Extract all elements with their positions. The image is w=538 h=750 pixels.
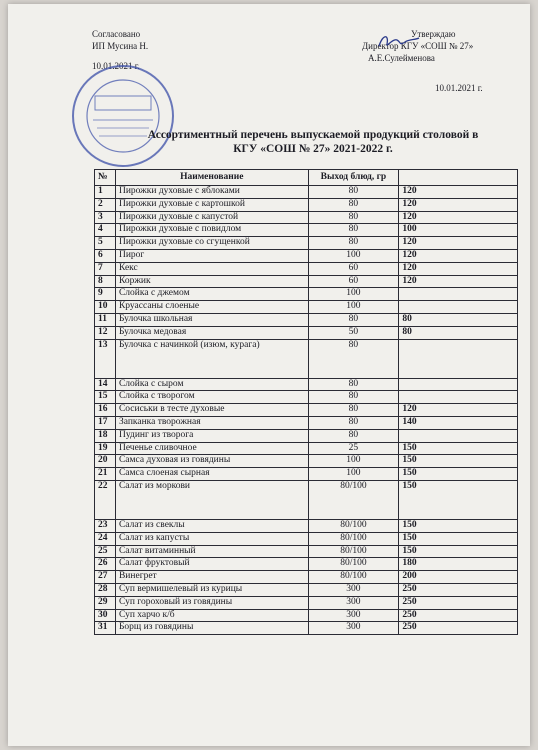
row-number: 17 (95, 416, 116, 429)
document-title (128, 128, 498, 156)
table-row (95, 326, 518, 339)
row-yield: 80/100 (308, 571, 399, 584)
row-yield: 80 (308, 198, 399, 211)
row-yield: 80 (308, 416, 399, 429)
row-name: Пирожки духовые с повидлом (115, 224, 308, 237)
row-price: 120 (399, 275, 518, 288)
row-price: 150 (399, 519, 518, 532)
row-yield: 100 (308, 301, 399, 314)
row-number: 22 (95, 480, 116, 519)
row-yield: 80 (308, 224, 399, 237)
row-price: 120 (399, 249, 518, 262)
row-price: 120 (399, 198, 518, 211)
row-price (399, 391, 518, 404)
approval-left-heading: Согласовано (92, 29, 141, 39)
table-row (95, 224, 518, 237)
row-yield: 80 (308, 391, 399, 404)
table-row (95, 558, 518, 571)
row-number: 28 (95, 583, 116, 596)
row-number: 5 (95, 237, 116, 250)
row-yield: 80 (308, 339, 399, 378)
row-name: Пирожки духовые с капустой (115, 211, 308, 224)
row-name: Салат из капусты (115, 532, 308, 545)
row-price: 120 (399, 404, 518, 417)
row-price: 150 (399, 468, 518, 481)
row-yield: 80/100 (308, 532, 399, 545)
approval-right-heading: Утверждаю (411, 29, 456, 39)
row-number: 23 (95, 519, 116, 532)
row-yield: 100 (308, 288, 399, 301)
row-price (399, 301, 518, 314)
row-price: 250 (399, 583, 518, 596)
row-price (399, 378, 518, 391)
row-number: 11 (95, 313, 116, 326)
row-name: Печенье сливочное (115, 442, 308, 455)
row-number: 20 (95, 455, 116, 468)
row-name: Суп харчо к/б (115, 609, 308, 622)
row-yield: 80/100 (308, 480, 399, 519)
title-line-2: КГУ «СОШ № 27» 2021-2022 г. (233, 143, 393, 155)
row-yield: 80 (308, 378, 399, 391)
row-yield: 300 (308, 622, 399, 635)
row-yield: 50 (308, 326, 399, 339)
row-number: 7 (95, 262, 116, 275)
table-row (95, 339, 518, 378)
table-row (95, 532, 518, 545)
row-name: Борщ из говядины (115, 622, 308, 635)
row-price: 120 (399, 186, 518, 199)
row-number: 13 (95, 339, 116, 378)
row-price: 200 (399, 571, 518, 584)
row-name: Слойка с творогом (115, 391, 308, 404)
row-name: Булочка с начинкой (изюм, курага) (115, 339, 308, 378)
row-price: 120 (399, 211, 518, 224)
table-row (95, 275, 518, 288)
approval-right-date: 10.01.2021 г. (435, 83, 483, 93)
table-row (95, 416, 518, 429)
row-name: Салат фруктовый (115, 558, 308, 571)
row-yield: 300 (308, 583, 399, 596)
row-number: 4 (95, 224, 116, 237)
table-row (95, 186, 518, 199)
row-number: 24 (95, 532, 116, 545)
document-page (8, 4, 530, 746)
row-yield: 80 (308, 186, 399, 199)
row-name: Булочка школьная (115, 313, 308, 326)
row-yield: 60 (308, 262, 399, 275)
row-number: 9 (95, 288, 116, 301)
row-name: Самса слоеная сырная (115, 468, 308, 481)
row-price: 250 (399, 609, 518, 622)
table-row (95, 429, 518, 442)
row-name: Пудинг из творога (115, 429, 308, 442)
table-row (95, 571, 518, 584)
row-name: Сосиськи в тесте духовые (115, 404, 308, 417)
row-price (399, 288, 518, 301)
table-body (95, 186, 518, 635)
row-name: Пирожки духовые с яблоками (115, 186, 308, 199)
row-number: 26 (95, 558, 116, 571)
row-yield: 100 (308, 468, 399, 481)
row-number: 18 (95, 429, 116, 442)
approval-left-date: 10.01.2021 г. (92, 61, 140, 71)
row-price: 120 (399, 237, 518, 250)
row-price: 150 (399, 480, 518, 519)
row-yield: 60 (308, 275, 399, 288)
signature (375, 30, 423, 52)
table-row (95, 583, 518, 596)
row-price: 140 (399, 416, 518, 429)
table-row (95, 545, 518, 558)
header-number: № (95, 170, 116, 186)
row-name: Слойка с джемом (115, 288, 308, 301)
row-name: Салат из свеклы (115, 519, 308, 532)
row-name: Коржик (115, 275, 308, 288)
row-number: 16 (95, 404, 116, 417)
row-yield: 100 (308, 455, 399, 468)
table-row (95, 404, 518, 417)
row-number: 29 (95, 596, 116, 609)
row-name: Круассаны слоеные (115, 301, 308, 314)
row-yield: 25 (308, 442, 399, 455)
row-number: 15 (95, 391, 116, 404)
header-yield: Выход блюд, гр (308, 170, 399, 186)
row-name: Суп гороховый из говядины (115, 596, 308, 609)
row-name: Салат из моркови (115, 480, 308, 519)
row-name: Суп вермишелевый из курицы (115, 583, 308, 596)
row-price: 250 (399, 622, 518, 635)
table-row (95, 596, 518, 609)
row-number: 27 (95, 571, 116, 584)
row-name: Слойка с сыром (115, 378, 308, 391)
row-number: 31 (95, 622, 116, 635)
table-row (95, 211, 518, 224)
row-price: 100 (399, 224, 518, 237)
table-row (95, 468, 518, 481)
row-name: Винегрет (115, 571, 308, 584)
row-number: 21 (95, 468, 116, 481)
row-price: 180 (399, 558, 518, 571)
table-row (95, 301, 518, 314)
table-row (95, 519, 518, 532)
row-number: 12 (95, 326, 116, 339)
row-name: Самса духовая из говядины (115, 455, 308, 468)
row-yield: 100 (308, 249, 399, 262)
row-number: 2 (95, 198, 116, 211)
row-price: 80 (399, 313, 518, 326)
approval-right-name: А.Е.Сулейменова (368, 53, 435, 63)
table-row (95, 455, 518, 468)
row-price: 150 (399, 455, 518, 468)
row-name: Пирог (115, 249, 308, 262)
table-row (95, 288, 518, 301)
row-price: 150 (399, 545, 518, 558)
row-number: 1 (95, 186, 116, 199)
table-row (95, 262, 518, 275)
row-number: 8 (95, 275, 116, 288)
row-number: 30 (95, 609, 116, 622)
row-name: Кекс (115, 262, 308, 275)
table-row (95, 609, 518, 622)
table-row (95, 249, 518, 262)
header-name: Наименование (115, 170, 308, 186)
row-number: 6 (95, 249, 116, 262)
product-table (94, 169, 518, 635)
row-number: 3 (95, 211, 116, 224)
row-price: 150 (399, 532, 518, 545)
row-yield: 300 (308, 609, 399, 622)
row-name: Салат витаминный (115, 545, 308, 558)
row-yield: 80/100 (308, 519, 399, 532)
row-yield: 80 (308, 404, 399, 417)
header-extra (399, 170, 518, 186)
row-yield: 80 (308, 237, 399, 250)
table-row (95, 237, 518, 250)
table-row (95, 391, 518, 404)
approval-left-name: ИП Мусина Н. (92, 41, 149, 51)
title-line-1: Ассортиментный перечень выпускаемой продукций столовой в (147, 129, 479, 141)
table-row (95, 313, 518, 326)
row-price: 120 (399, 262, 518, 275)
table-row (95, 378, 518, 391)
table-row (95, 198, 518, 211)
row-yield: 80/100 (308, 545, 399, 558)
row-yield: 80/100 (308, 558, 399, 571)
row-price (399, 429, 518, 442)
approval-right-position: Директор КГУ «СОШ № 27» (362, 41, 474, 51)
row-price: 250 (399, 596, 518, 609)
table-row (95, 442, 518, 455)
row-name: Запканка творожная (115, 416, 308, 429)
table-row (95, 622, 518, 635)
table-header-row (95, 170, 518, 186)
row-name: Булочка медовая (115, 326, 308, 339)
row-yield: 80 (308, 211, 399, 224)
row-number: 10 (95, 301, 116, 314)
row-price (399, 339, 518, 378)
row-number: 25 (95, 545, 116, 558)
row-price: 80 (399, 326, 518, 339)
table-row (95, 480, 518, 519)
row-name: Пирожки духовые с картошкой (115, 198, 308, 211)
row-yield: 80 (308, 429, 399, 442)
row-price: 150 (399, 442, 518, 455)
row-yield: 300 (308, 596, 399, 609)
row-number: 19 (95, 442, 116, 455)
row-number: 14 (95, 378, 116, 391)
row-yield: 80 (308, 313, 399, 326)
row-name: Пирожки духовые со сгущенкой (115, 237, 308, 250)
